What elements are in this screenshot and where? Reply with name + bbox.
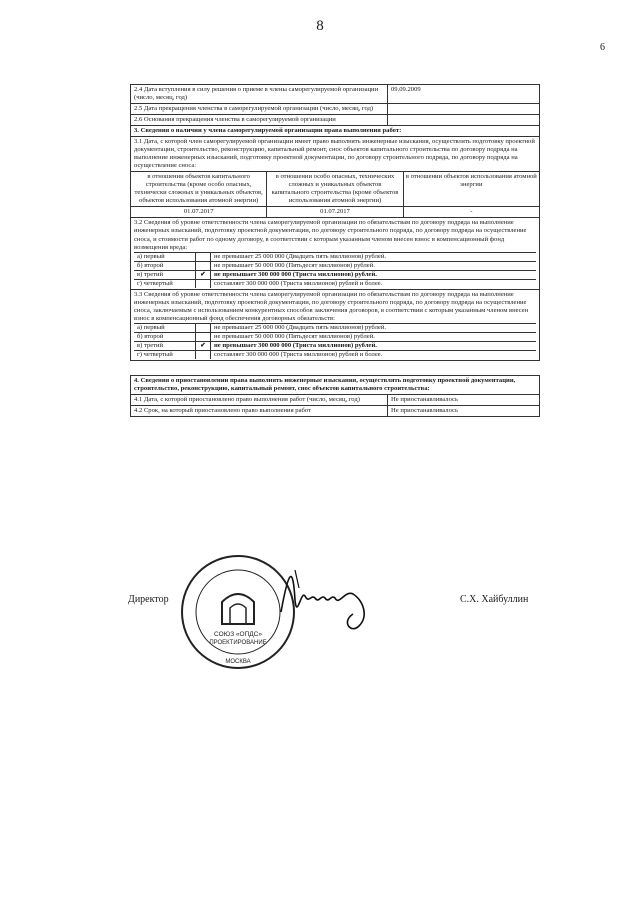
row-label: 4.2 Срок, на который приостановлено право выполнения работ bbox=[131, 406, 388, 416]
svg-text:ПРОЕКТИРОВАНИЕ: ПРОЕКТИРОВАНИЕ bbox=[209, 640, 267, 646]
checkmark-icon bbox=[195, 333, 210, 341]
level-label: а) первый bbox=[137, 252, 165, 260]
document-table bbox=[130, 84, 540, 417]
level-row bbox=[134, 323, 536, 332]
row-4-2 bbox=[130, 406, 540, 417]
checkmark-icon bbox=[195, 253, 210, 261]
level-label: б) второй bbox=[137, 332, 164, 340]
checkmark-icon bbox=[195, 262, 210, 270]
row-value: Не приостанавливалось bbox=[391, 407, 458, 415]
checkmark-icon bbox=[195, 280, 210, 288]
svg-text:МОСКВА: МОСКВА bbox=[225, 659, 251, 665]
handwritten-signature bbox=[275, 560, 385, 645]
checkmark-icon bbox=[195, 351, 210, 359]
row-value: Не приостанавливалось bbox=[391, 396, 458, 403]
svg-text:СОЮЗ «ОПДС»: СОЮЗ «ОПДС» bbox=[214, 631, 262, 638]
page-corner-number: 6 bbox=[600, 42, 605, 53]
level-value: составляет 300 000 000 (Триста миллионов) рублей и более. bbox=[210, 280, 536, 288]
row-label: 4.1 Дата, с которой приостановлено право выполнения работ (число, месяц, год) bbox=[131, 395, 388, 405]
row-2-5 bbox=[130, 104, 540, 115]
level-label: в) третий bbox=[137, 341, 164, 349]
level-value: не превышает 25 000 000 (Двадцать пять миллионов) рублей. bbox=[210, 253, 536, 261]
level-label: а) первый bbox=[137, 323, 165, 331]
section-3-1-dates bbox=[130, 207, 540, 218]
level-value: не превышает 50 000 000 (Пятьдесят миллионов) рублей. bbox=[210, 262, 536, 270]
section-3-3-text: 3.3 Сведения об уровне ответственности члена саморегулируемой организации по обязательствам по договору подряда на выполнение инженерных изысканий, подготовку проектной документации, по договору строительного подряда, по договору подряда на осуществление сноса, заключаемым с использованием конкурентных способов заключения договоров, в соответствии с которым указанным членом внесен взнос в компенсационный фонд обеспечения договорных обязательств: bbox=[134, 290, 529, 322]
row-value: 09.09.2009 bbox=[391, 86, 421, 93]
level-row bbox=[134, 350, 536, 359]
checkmark-icon: ✔ bbox=[195, 271, 210, 279]
level-row bbox=[134, 332, 536, 341]
row-value bbox=[388, 104, 539, 114]
column-header: в отношении объектов капитального строительства (кроме особо опасных, технически сложных и уникальных объектов, объектов использования атомной энергии) bbox=[131, 172, 267, 206]
row-label: 2.6 Основания прекращения членства в саморегулируемой организации bbox=[131, 115, 388, 125]
row-label: 2.5 Дата прекращения членства в саморегулируемой организации (число, месяц, год) bbox=[131, 104, 388, 114]
row-4-1 bbox=[130, 395, 540, 406]
level-value: не превышает 300 000 000 (Триста миллионов) рублей. bbox=[210, 271, 536, 279]
level-value: не превышает 50 000 000 (Пятьдесят миллионов) рублей. bbox=[210, 333, 536, 341]
level-row bbox=[134, 341, 536, 350]
row-label: 2.4 Дата вступления в силу решения о приеме в члены саморегулируемой организации (число, месяц, год) bbox=[131, 85, 388, 103]
checkmark-icon bbox=[195, 324, 210, 332]
date-cell: 01.07.2017 bbox=[131, 207, 267, 217]
level-row bbox=[134, 270, 536, 279]
row-value bbox=[388, 115, 539, 125]
level-row bbox=[134, 261, 536, 270]
level-row bbox=[134, 252, 536, 261]
level-label: г) четвертый bbox=[137, 350, 173, 358]
section-3-1-columns bbox=[130, 172, 540, 207]
level-value: не превышает 25 000 000 (Двадцать пять миллионов) рублей. bbox=[210, 324, 536, 332]
section-3-2-text: 3.2 Сведения об уровне ответственности члена саморегулируемой организации по обязательствам по договору подряда на выполнение инженерных изысканий, подготовку проектной документации, по договору строительного подряда, по договору подряда на осуществление сноса, и стоимости работ по одному договору, в соответствии с которым указанным членом внесен взнос в компенсационный фонд возмещения вреда: bbox=[134, 219, 527, 251]
level-value: составляет 300 000 000 (Триста миллионов) рублей и более. bbox=[210, 351, 536, 359]
checkmark-icon: ✔ bbox=[195, 342, 210, 350]
column-header: в отношении объектов использования атомной энергии bbox=[405, 173, 537, 189]
level-value: не превышает 300 000 000 (Триста миллионов) рублей. bbox=[210, 342, 536, 350]
section-3-2 bbox=[130, 218, 540, 289]
row-2-6 bbox=[130, 115, 540, 126]
date-cell: - bbox=[470, 208, 473, 216]
section-3-3 bbox=[130, 290, 540, 361]
date-cell: 01.07.2017 bbox=[267, 207, 403, 217]
signatory-name: С.Х. Хайбуллин bbox=[460, 594, 529, 605]
row-2-4 bbox=[130, 84, 540, 104]
level-label: в) третий bbox=[137, 270, 164, 278]
level-label: г) четвертый bbox=[137, 279, 173, 287]
section-3-1-text: 3.1 Дата, с которой член саморегулируемой организации имеет право выполнять инженерные изыскания, осуществлять подготовку проектной документации, строительство, реконструкцию, капитальный ремонт, снос объектов капитального строительства по договору подряда на выполнение инженерных изысканий, подготовку проектной документации, по договору строительного подряда, по договору подряда на осуществление сноса: bbox=[130, 137, 540, 172]
section-4-heading: 4. Сведения о приостановлении права выполнять инженерные изыскания, осуществлять подготовку проектной документации, строительство, реконструкцию, капитальный ремонт, снос объектов капитального строительства: bbox=[130, 375, 540, 395]
section-3-heading: 3. Сведения о наличии у члена саморегулируемой организации права выполнения работ: bbox=[130, 126, 540, 137]
column-header: в отношении особо опасных, технических сложных и уникальных объектов капитального строительства (кроме объектов использования атомной энергии) bbox=[267, 172, 403, 206]
signatory-position: Директор bbox=[128, 594, 169, 605]
page-number: 8 bbox=[316, 18, 324, 34]
level-row bbox=[134, 279, 536, 288]
level-label: б) второй bbox=[137, 261, 164, 269]
